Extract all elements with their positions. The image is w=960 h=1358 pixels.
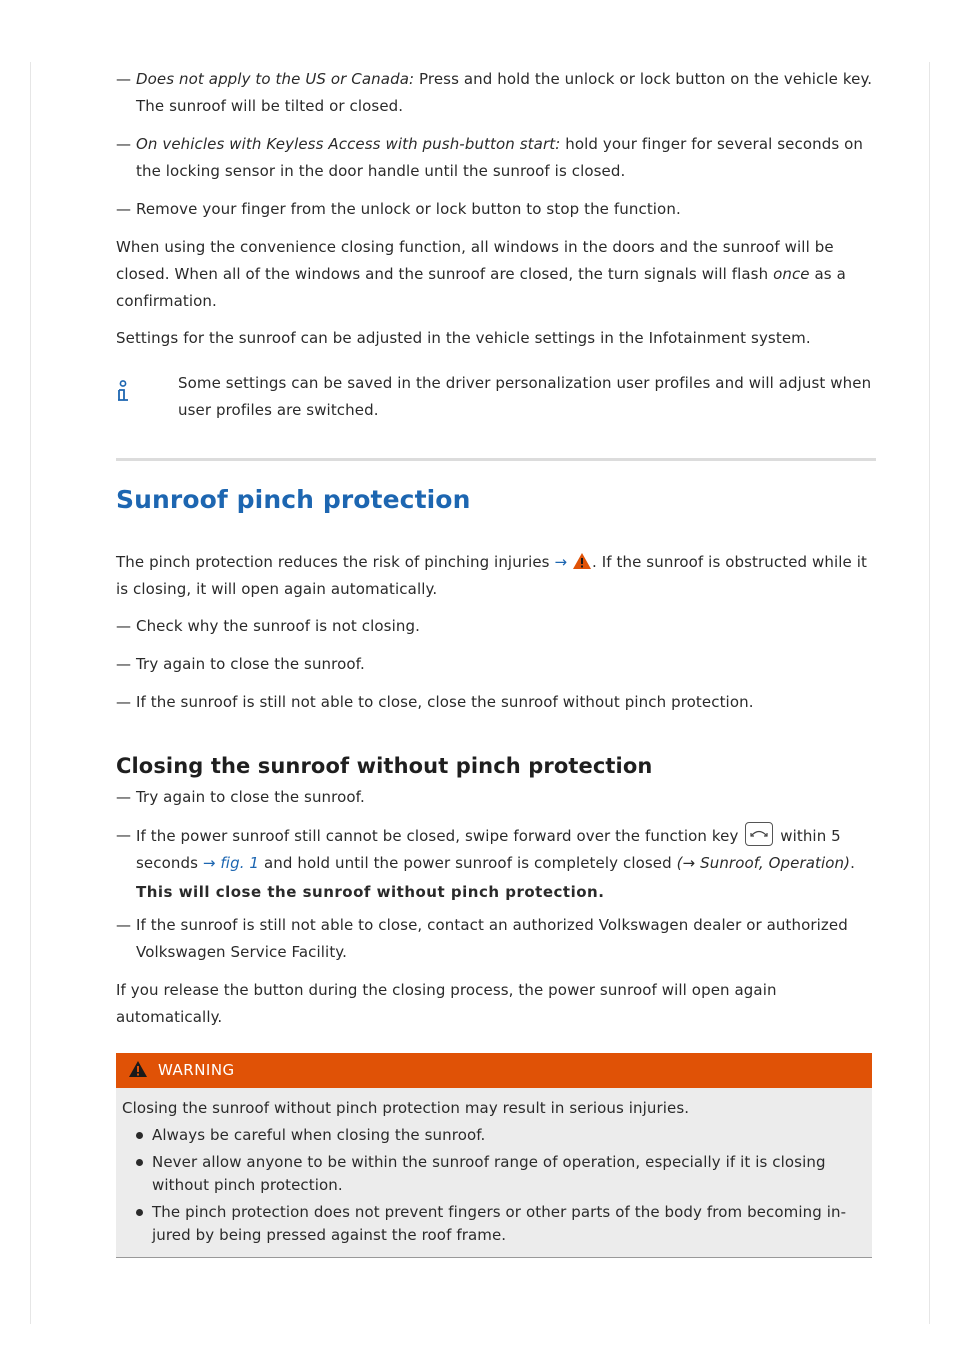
step-text: If the sunroof is still not able to close, contact an authorized Volkswagen dealer or authorized Volkswagen Service Facility. [136,916,848,961]
step-text: Try again to close the sunroof. [136,655,365,673]
sunroof-key-icon [745,822,773,846]
bullet-text: The pinch protection does not prevent fingers or other parts of the body from becoming in-jured by being pressed against the roof frame. [152,1203,847,1244]
text-run: . [850,854,855,872]
bullet-dot [136,1132,143,1139]
document-content [116,66,876,1258]
warning-triangle-icon [572,552,592,570]
bullet-text: Never allow anyone to be within the sunroof range of operation, especially if it is closing without pinch protection. [152,1153,826,1194]
text-run: The pinch protection reduces the risk of pinching injuries [116,553,555,571]
step-condition: On vehicles with Keyless Access with push-button start: [136,135,561,153]
step-item [116,196,876,223]
paragraph-release: If you release the button during the closing process, the power sunroof will open again automatically. [116,981,777,1026]
paragraph-convenience [116,234,876,315]
step-condition: Does not apply to the US or Canada: [136,70,415,88]
step-item [116,784,876,811]
step-text: Remove your finger from the unlock or lock button to stop the function. [136,200,681,218]
step-text: If the sunroof is still not able to close, close the sunroof without pinch protection. [136,693,754,711]
step-item [116,912,876,966]
figure-link[interactable]: → fig. 1 [202,854,260,872]
note-block [116,370,876,424]
step-text: Check why the sunroof is not closing. [136,617,420,635]
warning-bullet [128,1201,860,1247]
step-dash: — [116,916,132,934]
cross-ref-arrow[interactable]: → [554,553,568,571]
step-dash: — [116,135,132,153]
step-item [116,822,876,877]
bold-note: This will close the sunroof without pinch protection. [136,883,605,901]
step-text: hold your finger for several seconds on the locking sensor in the door handle until the sunroof is closed. [136,135,864,180]
warning-intro: Closing the sunroof without pinch protection may result in serious injuries. [122,1099,690,1117]
step-dash: — [116,788,132,806]
step-text: Try again to close the sunroof. [136,788,365,806]
subsection-title: Closing the sunroof without pinch protection [116,754,653,778]
page-edge-left [30,62,31,1324]
warning-bullet [128,1151,860,1197]
text-run: within 5 seconds [136,827,841,872]
step-item [116,131,876,185]
warning-body [116,1088,872,1258]
bullet-dot [136,1159,143,1166]
step-emphasis [116,879,876,906]
text-run: When using the convenience closing function, all windows in the doors and the sunroof will be closed. When all of the windows and the sunroof are closed, the turn signals will flash [116,238,834,283]
step-dash: — [116,693,132,711]
section-divider [116,458,876,461]
text-run: . If the sunroof is obstructed while it is closing, it will open again automatically. [116,553,867,598]
step-dash: — [116,200,132,218]
step-item [116,66,876,120]
step-dash: — [116,617,132,635]
bullet-dot [136,1209,143,1216]
step-item [116,689,876,716]
text-run: and hold until the power sunroof is completely closed [259,854,677,872]
bullet-text: Always be careful when closing the sunroof. [152,1126,486,1144]
step-dash: — [116,655,132,673]
warning-box [116,1053,872,1258]
warning-header [116,1053,872,1088]
paragraph-pinch-intro [116,549,876,603]
section-title: Sunroof pinch protection [116,485,471,514]
step-item [116,613,876,640]
cross-ref-link[interactable]: (→ Sunroof, Operation) [676,854,851,872]
step-dash: — [116,826,132,844]
text-run: as a confirmation. [116,265,846,310]
info-person-icon [116,380,130,404]
note-text: Some settings can be saved in the driver personalization user profiles and will adjust when user profiles are switched. [178,374,872,419]
warning-triangle-icon [128,1060,148,1078]
text-emphasis: once [773,265,810,283]
text-run: If the power sunroof still cannot be closed, swipe forward over the function key [136,827,744,845]
paragraph-settings: Settings for the sunroof can be adjusted in the vehicle settings in the Infotainment system. [116,329,811,347]
step-dash: — [116,70,132,88]
step-text: Press and hold the unlock or lock button on the vehicle key. The sunroof will be tilted or closed. [136,70,873,115]
step-item [116,651,876,678]
warning-label: WARNING [158,1061,235,1079]
page-edge-right [929,62,930,1324]
warning-bullet [128,1124,860,1147]
